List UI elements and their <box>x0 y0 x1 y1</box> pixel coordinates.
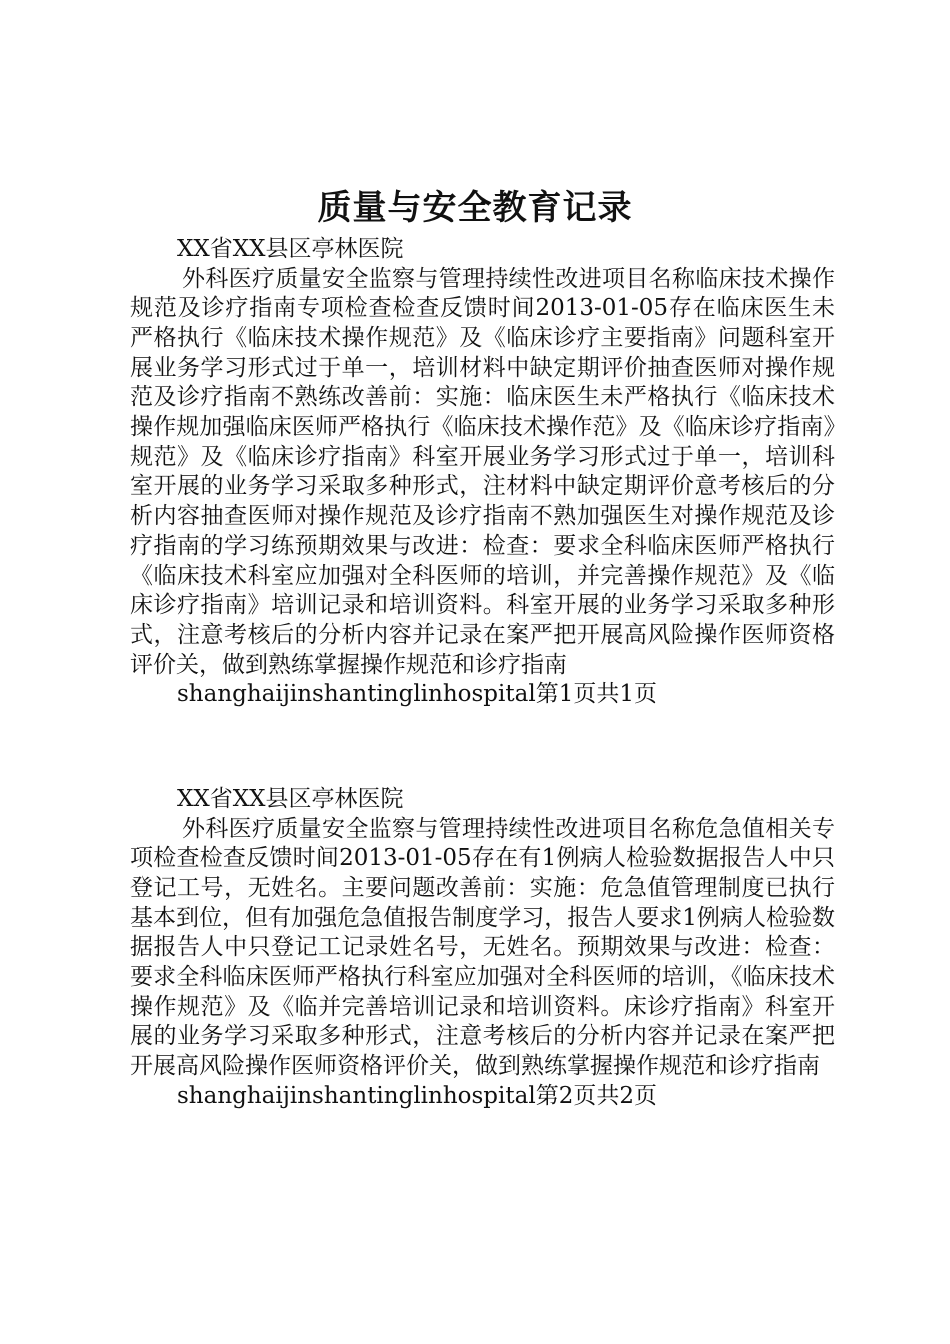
page-footer: shanghaijinshantinglinhospital第1页共1页 <box>177 681 657 708</box>
organization-name: XX省XX县区亭林医院 <box>177 236 404 262</box>
organization-name: XX省XX县区亭林医院 <box>177 786 404 812</box>
record-body: 外科医疗质量安全监察与管理持续性改进项目名称临床技术操作规范及诊疗指南专项检查检查反馈时间2013-01-05存在临床医生未严格执行《临床技术操作规范》及《临床诊疗主要指南》问题科室开展业务学习形式过于单一，培训材料中缺定期评价抽查医师对操作规范及诊疗指南不熟练改善前：实施：临床医生未严格执行《临床技术操作规加强临床医师严格执行《临床技术操作范》及《临床诊疗指南》规范》及《临床诊疗指南》科室开展业务学习形式过于单一，培训科室开展的业务学习采取多种形式，注材料中缺定期评价意考核后的分析内容抽查医师对操作规范及诊疗指南不熟加强医生对操作规范及诊疗指南的学习练预期效果与改进：检查：要求全科临床医师严格执行《临床技术科室应加强对全科医师的培训，并完善操作规范》及《临床诊疗指南》培训记录和培训资料。科室开展的业务学习采取多种形式，注意考核后的分析内容并记录在案严把开展高风险操作医师资格评价关，做到熟练掌握操作规范和诊疗指南 <box>130 265 835 678</box>
page-footer: shanghaijinshantinglinhospital第2页共2页 <box>177 1082 657 1109</box>
document-title: 质量与安全教育记录 <box>317 188 633 228</box>
record-section-1 <box>130 235 835 710</box>
record-body: 外科医疗质量安全监察与管理持续性改进项目名称危急值相关专项检查检查反馈时间2013-01-05存在有1例病人检验数据报告人中只登记工号，无姓名。主要问题改善前：实施：危急值管理制度已执行基本到位，但有加强危急值报告制度学习，报告人要求1例病人检验数据报告人中只登记工记录姓名号，无姓名。预期效果与改进：检查：要求全科临床医师严格执行科室应加强对全科医师的培训，《临床技术操作规范》及《临并完善培训记录和培训资料。床诊疗指南》科室开展的业务学习采取多种形式，注意考核后的分析内容并记录在案严把开展高风险操作医师资格评价关，做到熟练掌握操作规范和诊疗指南 <box>130 815 835 1080</box>
record-section-2 <box>130 785 835 1111</box>
